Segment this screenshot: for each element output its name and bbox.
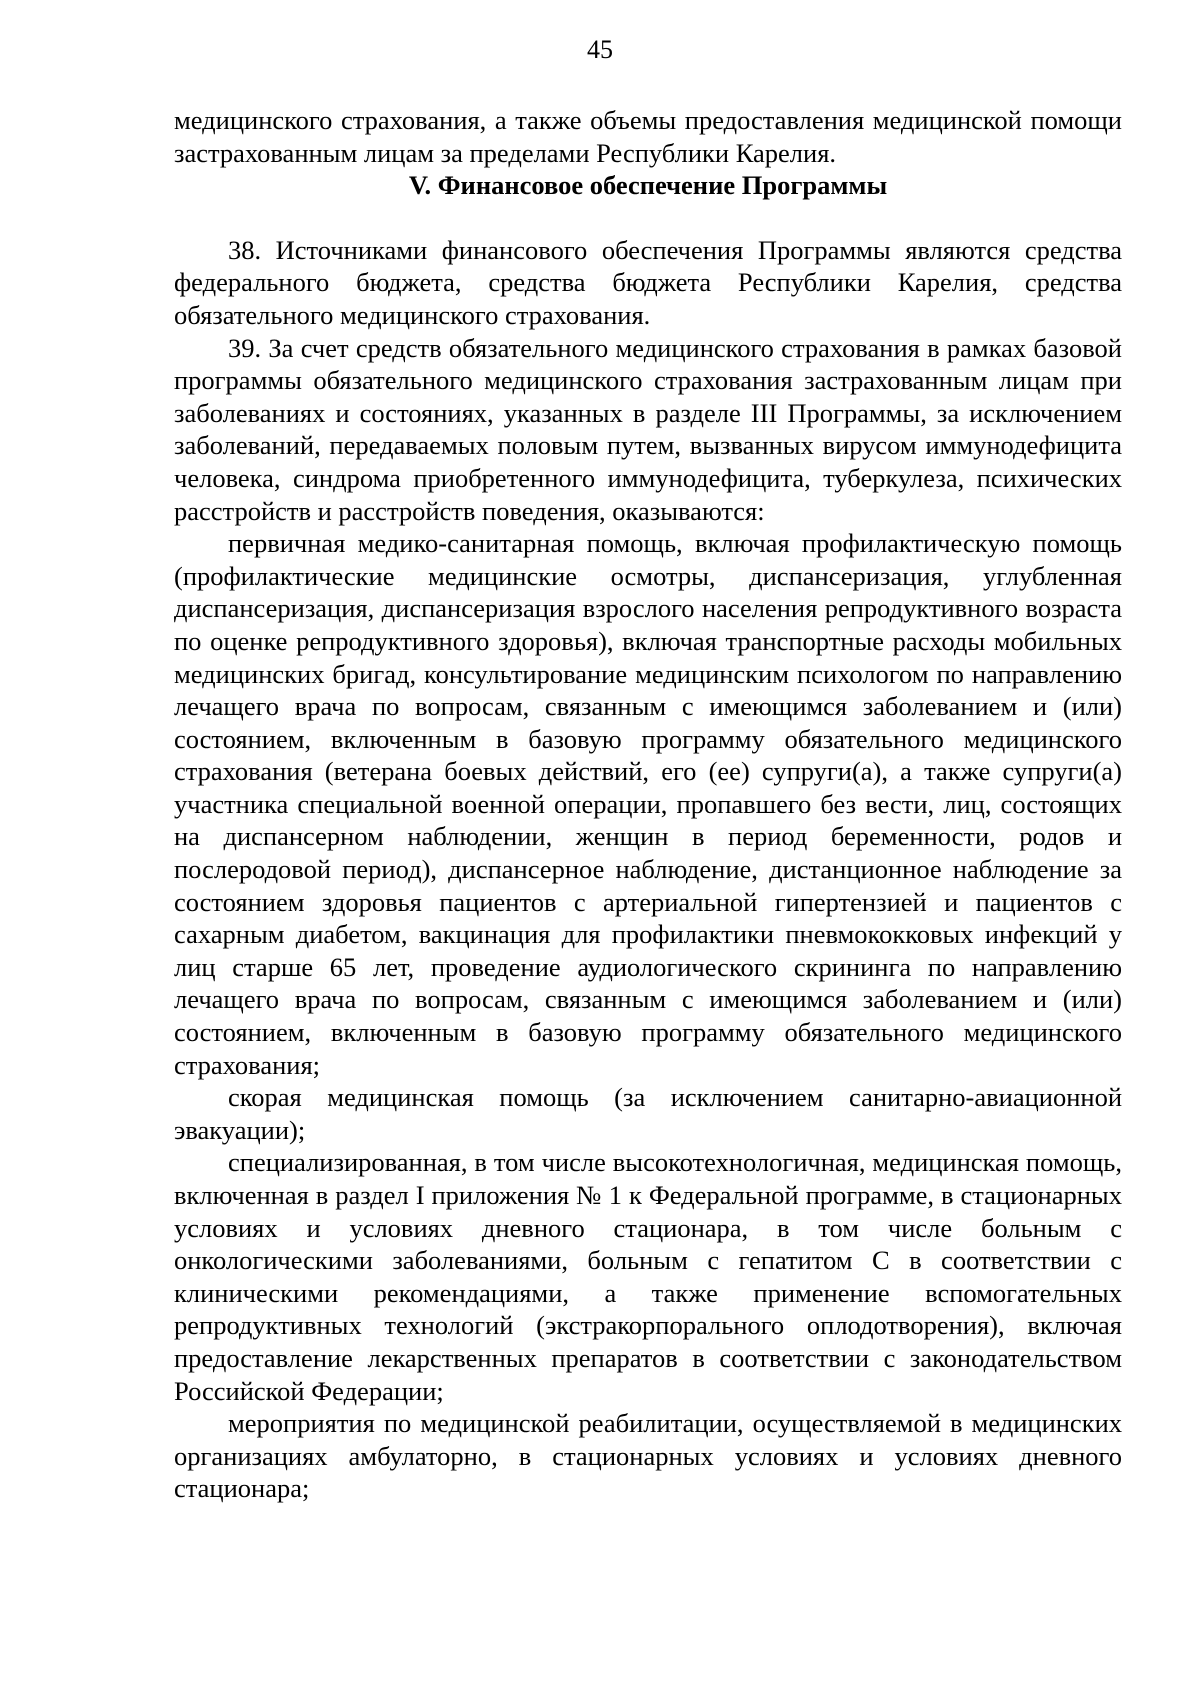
section-heading: V. Финансовое обеспечение Программы xyxy=(408,170,888,201)
document-body xyxy=(174,104,1122,1505)
paragraph-primary-care: первичная медико-санитарная помощь, включая профилактическую помощь (профилактические медицинские осмотры, диспансеризация, углубленная диспансеризация, диспансеризация взрослого населения репродуктивного возраста по оценке репродуктивного здоровья), включая транспортные расходы мобильных медицинских бригад, консультирование медицинским психологом по направлению лечащего врача по вопросам, связанным с имеющимся заболеванием и (или) состоянием, включенным в базовую программу обязательного медицинского страхования (ветерана боевых действий, его (ее) супруги(а), а также супруги(а) участника специальной военной операции, пропавшего без вести, лиц, состоящих на диспансерном наблюдении, женщин в период беременности, родов и послеродовой период), диспансерное наблюдение, дистанционное наблюдение за состоянием здоровья пациентов с артериальной гипертензией и пациентов с сахарным диабетом, вакцинация для профилактики пневмококковых инфекций у лиц старше 65 лет, проведение аудиологического скрининга по направлению лечащего врача по вопросам, связанным с имеющимся заболеванием и (или) состоянием, включенным в базовую программу обязательного медицинского страхования; xyxy=(174,528,1122,1080)
paragraph-39: 39. За счет средств обязательного медицинского страхования в рамках базовой программы обязательного медицинского страхования застрахованным лицам при заболеваниях и состояниях, указанных в разделе III Программы, за исключением заболеваний, передаваемых половым путем, вызванных вирусом иммунодефицита человека, синдрома приобретенного иммунодефицита, туберкулеза, психических расстройств и расстройств поведения, оказываются: xyxy=(174,332,1122,526)
paragraph-emergency-care: скорая медицинская помощь (за исключением санитарно-авиационной эвакуации); xyxy=(174,1082,1122,1145)
intro-paragraph: медицинского страхования, а также объемы предоставления медицинской помощи застрахованным лицам за пределами Республики Карелия. xyxy=(174,105,1122,168)
page-number: 45 xyxy=(587,35,613,64)
paragraph-rehabilitation: мероприятия по медицинской реабилитации, осуществляемой в медицинских организациях амбулаторно, в стационарных условиях и условиях дневного стационара; xyxy=(174,1408,1122,1504)
paragraph-38: 38. Источниками финансового обеспечения Программы являются средства федерального бюджета, средства бюджета Республики Карелия, средства обязательного медицинского страхования. xyxy=(174,234,1122,330)
paragraph-specialized-care: специализированная, в том числе высокотехнологичная, медицинская помощь, включенная в раздел I приложения № 1 к Федеральной программе, в стационарных условиях и условиях дневного стационара, в том числе больным с онкологическими заболеваниями, больным с гепатитом С в соответствии с клиническими рекомендациями, а также применение вспомогательных репродуктивных технологий (экстракорпорального оплодотворения), включая предоставление лекарственных препаратов в соответствии с законодательством Российской Федерации; xyxy=(174,1147,1122,1406)
